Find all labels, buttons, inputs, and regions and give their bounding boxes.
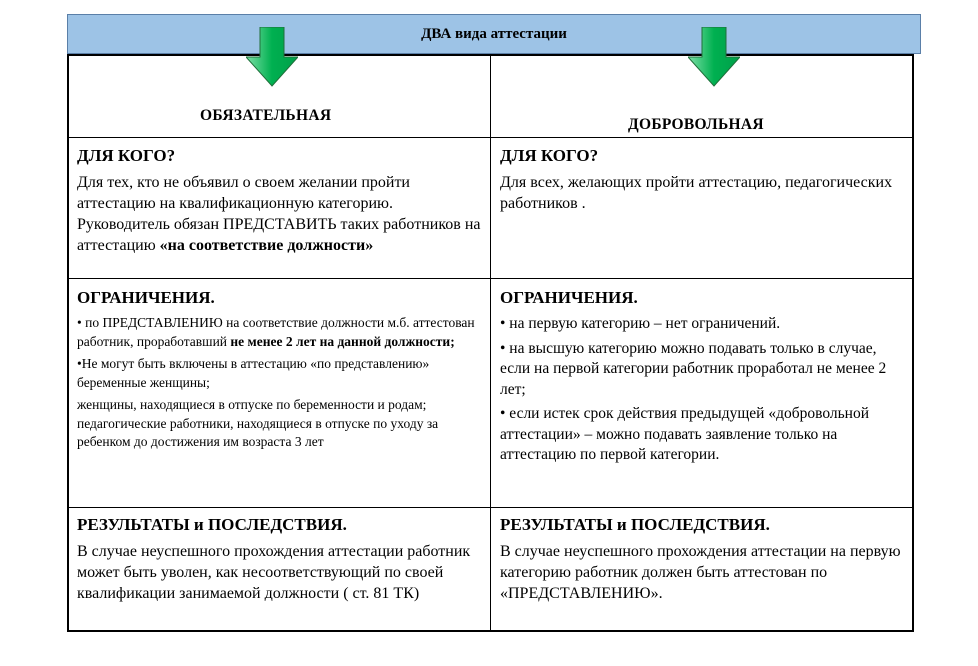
results-left-text: В случае неуспешного прохождения аттестации работник может быть уволен, как несоответствующий по своей квалификации занимаемой должности ( ст. 81 ТК)	[77, 543, 471, 602]
header-mandatory: ОБЯЗАТЕЛЬНАЯ	[200, 107, 332, 124]
limits-right-p2: • на высшую категорию можно подавать только в случае, если на первой категории работник проработал не менее 2 лет;	[500, 339, 887, 398]
limits-right-cell	[500, 288, 905, 470]
limits-right-title: ОГРАНИЧЕНИЯ.	[500, 288, 638, 307]
who-right-title: ДЛЯ КОГО?	[500, 146, 599, 165]
who-left-bold: «на соответствие должности»	[159, 237, 374, 254]
row-divider	[67, 507, 914, 508]
limits-right-p1: • на первую категорию – нет ограничений.	[500, 315, 781, 332]
row-divider	[67, 278, 914, 279]
results-left-cell	[77, 515, 482, 604]
limits-left-p1-bold: не менее 2 лет на данной должности;	[230, 333, 455, 349]
who-right-cell	[500, 146, 905, 214]
limits-right-p3: • если истек срок действия предыдущей «добровольной аттестации» – можно подавать заявление только на аттестацию по первой категории.	[500, 405, 870, 463]
down-arrow-icon	[688, 27, 740, 87]
limits-left-title: ОГРАНИЧЕНИЯ.	[77, 288, 215, 307]
who-left-text: Для тех, кто не объявил о своем желании пройти аттестацию на квалификационную категорию. Руководитель обязан ПРЕДСТАВИТЬ таких работников на аттестацию «на соответствие должности»	[77, 174, 481, 254]
limits-left-p3: женщины, находящиеся в отпуске по беременности и родам; педагогические работники, находящиеся в отпуске по уходу за ребенком до достижения им возраста 3 лет	[77, 397, 439, 449]
results-right-text: В случае неуспешного прохождения аттестации на первую категорию работник должен быть аттестован по «ПРЕДСТАВЛЕНИЮ».	[500, 543, 901, 602]
results-right-cell	[500, 515, 905, 604]
row-divider	[67, 137, 914, 138]
who-left-cell	[77, 146, 482, 256]
who-right-text: Для всех, желающих пройти аттестацию, педагогических работников .	[500, 174, 893, 212]
limits-left-p2: •Не могут быть включены в аттестацию «по представлению» беременные женщины;	[77, 356, 430, 390]
header-voluntary: ДОБРОВОЛЬНАЯ	[628, 116, 764, 133]
results-left-title: РЕЗУЛЬТАТЫ и ПОСЛЕДСТВИЯ.	[77, 515, 347, 534]
results-right-title: РЕЗУЛЬТАТЫ и ПОСЛЕДСТВИЯ.	[500, 515, 770, 534]
banner-title: ДВА вида аттестации	[67, 14, 921, 54]
down-arrow-icon	[246, 27, 298, 87]
limits-left-cell	[77, 288, 477, 456]
who-left-title: ДЛЯ КОГО?	[77, 146, 176, 165]
limits-left-p1: • по ПРЕДСТАВЛЕНИЮ на соответствие должности м.б. аттестован работник, проработавший не менее 2 лет на данной должности;	[77, 315, 475, 349]
column-divider	[490, 54, 491, 632]
